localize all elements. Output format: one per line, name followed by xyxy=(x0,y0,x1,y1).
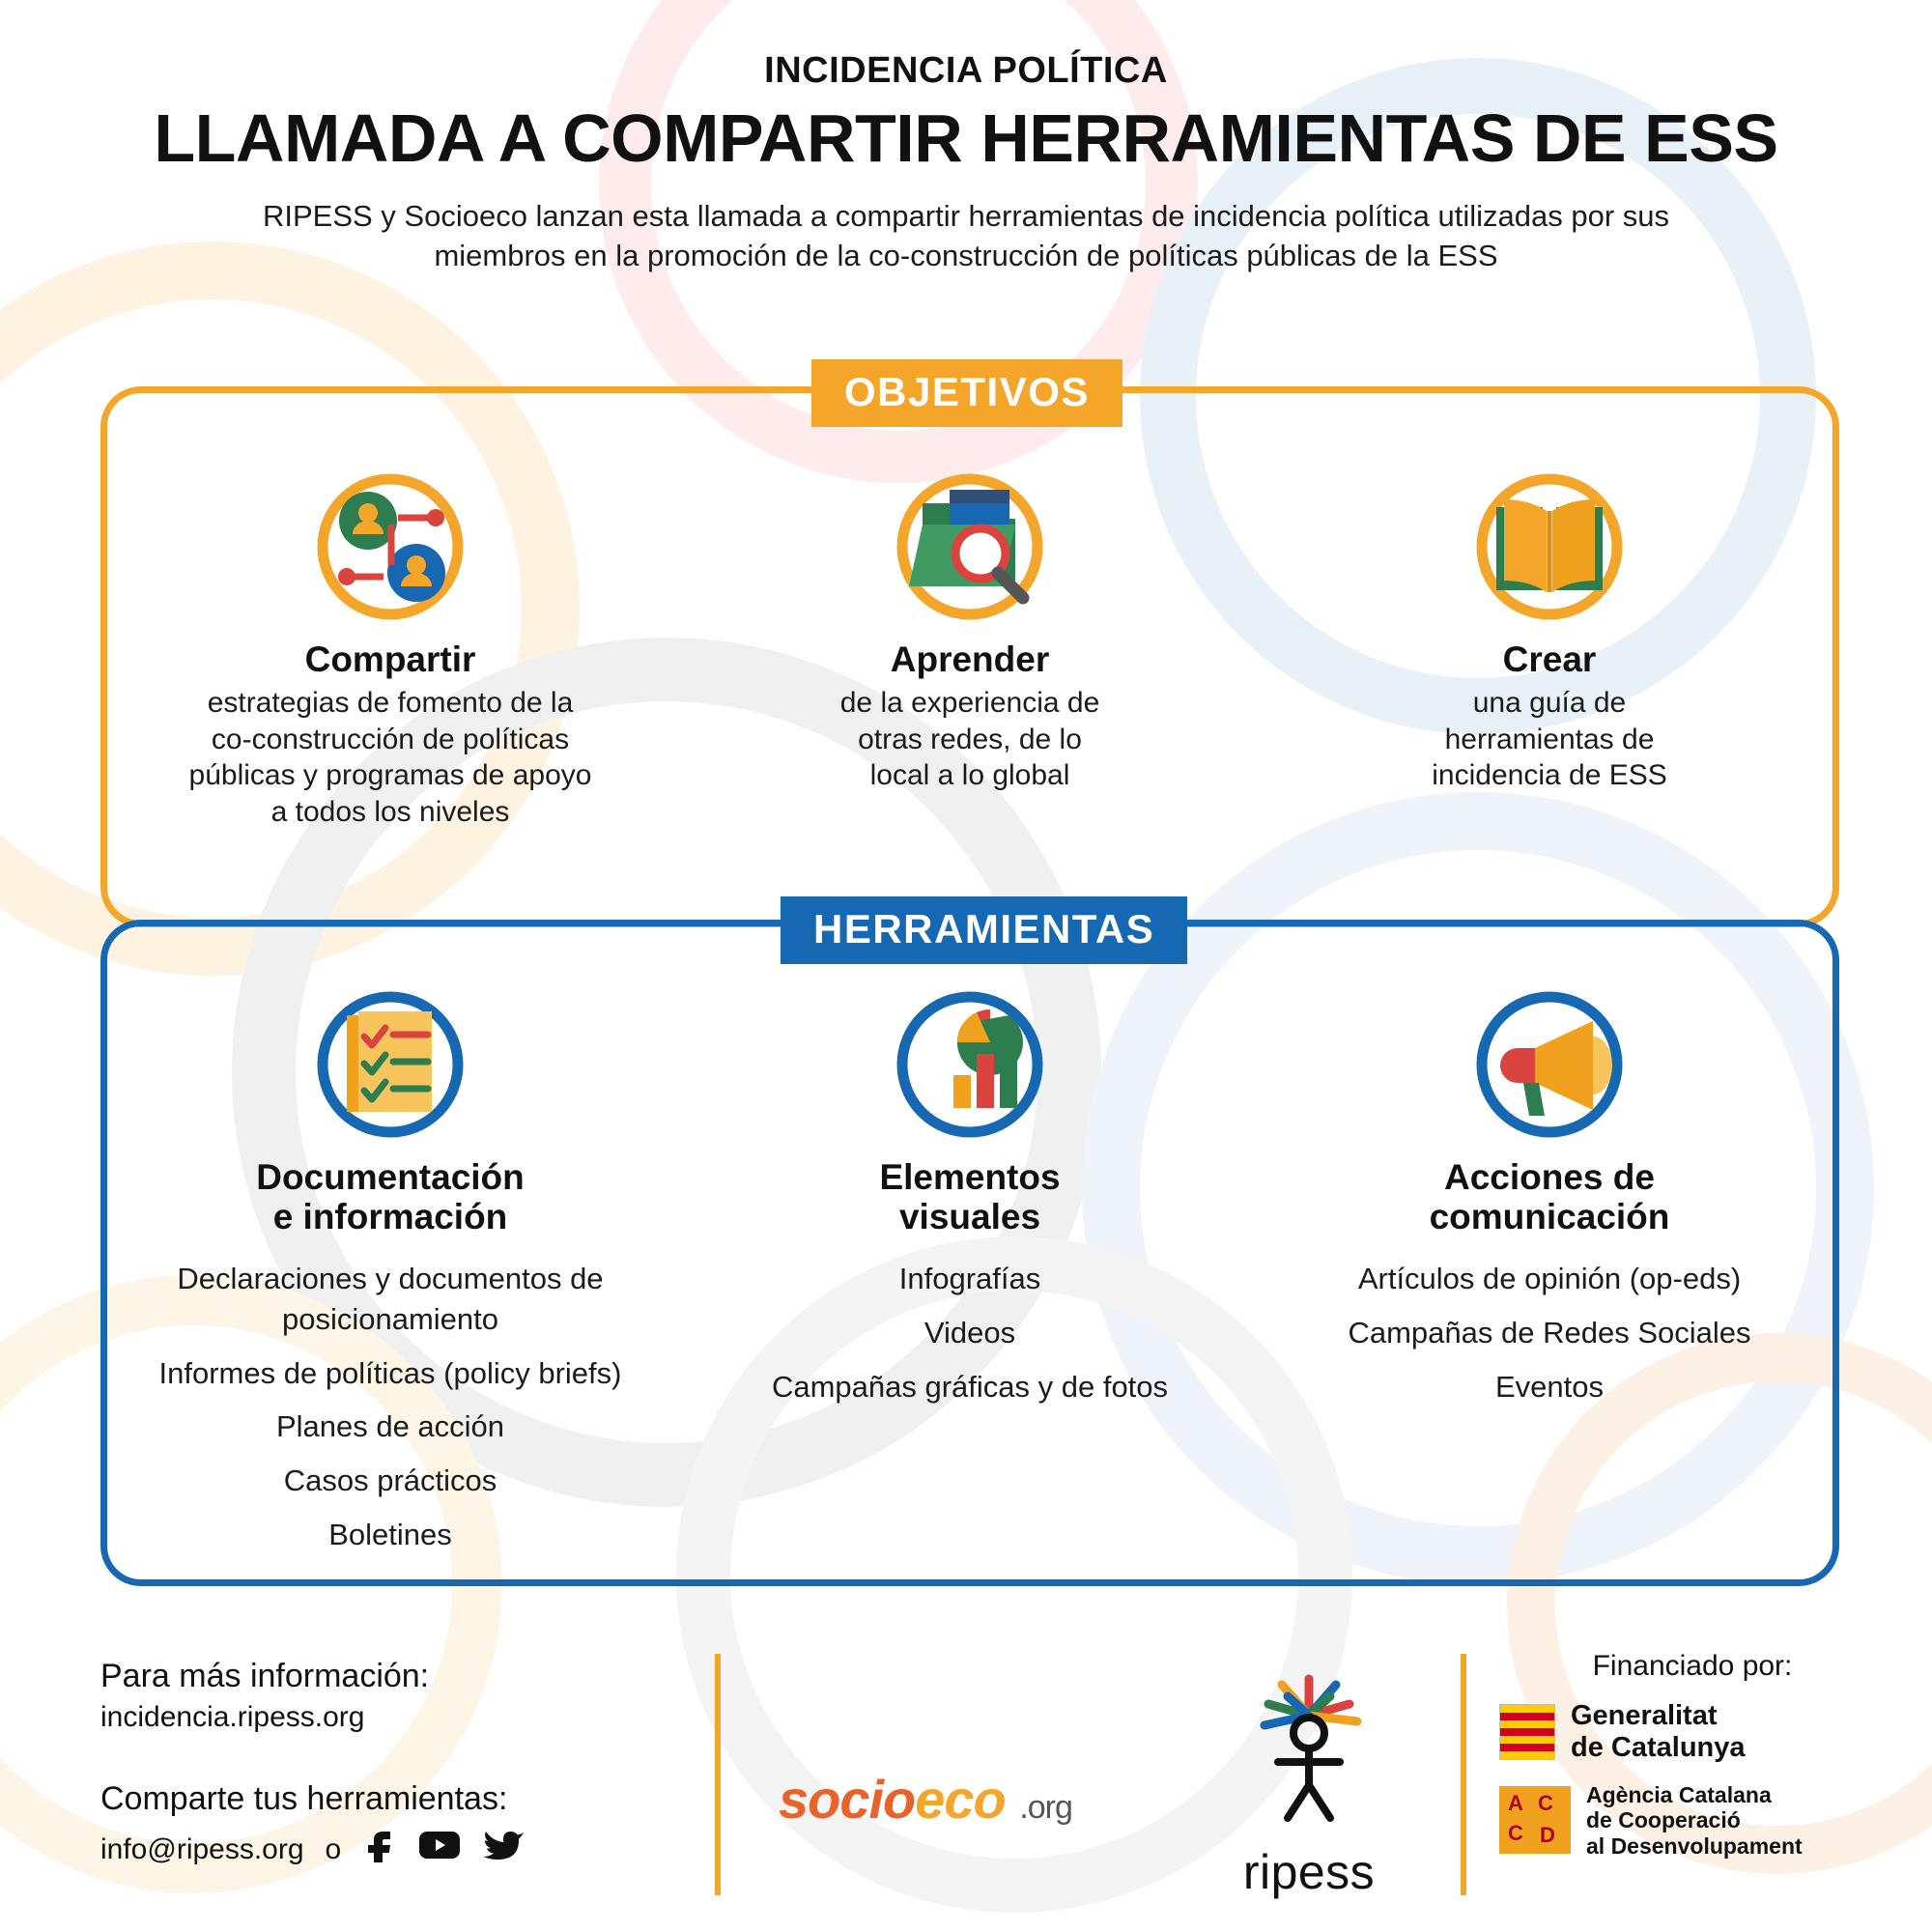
subtitle-line-2: por sus miembros en la promoción de la co-construcción de políticas públicas de la ESS xyxy=(434,198,1670,273)
objetivo-body xyxy=(705,685,1235,794)
facebook-icon[interactable] xyxy=(362,1826,397,1867)
herramienta-item: Campañas gráficas y de fotos xyxy=(771,1369,1169,1404)
subtitle xyxy=(213,196,1719,277)
herramienta-item: Informes de políticas (policy briefs) xyxy=(158,1355,622,1390)
folder-magnifier-icon xyxy=(705,460,1235,634)
funder-generalitat-text xyxy=(1571,1700,1746,1765)
checklist-icon xyxy=(126,978,655,1151)
socioeco-part-2: eco xyxy=(915,1769,1006,1830)
herramienta-title-line-1: Acciones de xyxy=(1444,1157,1655,1197)
herramienta-body xyxy=(126,1259,655,1555)
senyera-flag-icon xyxy=(1499,1704,1555,1760)
accd-logo-icon xyxy=(1499,1786,1571,1854)
herramienta-title xyxy=(126,1157,655,1237)
youtube-icon[interactable] xyxy=(418,1828,461,1865)
objetivo-title: Compartir xyxy=(304,639,476,679)
subtitle-line-1: RIPESS y Socioeco lanzan esta llamada a compartir herramientas de incidencia política utilizadas xyxy=(262,198,1563,233)
objetivo-crear xyxy=(1260,460,1839,830)
accd-letter-a: A xyxy=(1508,1791,1523,1816)
herramienta-title xyxy=(705,1157,1235,1237)
funder2-line-1: Agència Catalana xyxy=(1586,1781,1772,1807)
herramienta-title-line-2: visuales xyxy=(898,1197,1041,1237)
socioeco-part-1: socio xyxy=(779,1769,916,1830)
herramienta-title-line-2: e información xyxy=(272,1197,508,1237)
herramienta-body xyxy=(705,1259,1235,1407)
herramienta-item: Declaraciones y documentos de posicionamiento xyxy=(177,1261,604,1336)
header xyxy=(0,0,1932,276)
herramienta-elementos-visuales xyxy=(680,978,1260,1569)
herramienta-title xyxy=(1285,1157,1814,1237)
contact-email[interactable]: info@ripess.org xyxy=(100,1833,304,1865)
funder-generalitat xyxy=(1499,1700,1886,1765)
herramienta-item: Videos xyxy=(923,1315,1016,1350)
objetivo-body-line: de la experiencia de xyxy=(839,687,1100,720)
herramienta-item: Infografías xyxy=(898,1261,1041,1295)
objetivo-body-line: otras redes, de lo xyxy=(858,723,1082,755)
funder-accd xyxy=(1499,1782,1886,1859)
ripess-name: ripess xyxy=(1242,1845,1376,1899)
funder1-line-2: de Catalunya xyxy=(1571,1732,1746,1764)
objetivo-body xyxy=(1285,685,1814,794)
herramienta-title-line-1: Elementos xyxy=(879,1157,1061,1197)
herramienta-title-line-1: Documentación xyxy=(256,1157,525,1197)
share-tools-label: Comparte tus herramientas: xyxy=(100,1780,508,1817)
twitter-icon[interactable] xyxy=(482,1826,525,1867)
objetivo-aprender xyxy=(680,460,1260,830)
charts-icon xyxy=(705,978,1235,1151)
footer xyxy=(0,1633,1932,1932)
objetivo-compartir xyxy=(100,460,680,830)
socioeco-logo[interactable] xyxy=(779,1768,1072,1831)
accd-letter-c2: C xyxy=(1508,1821,1523,1846)
herramienta-item: Planes de acción xyxy=(275,1409,505,1444)
page-title: LLAMADA A COMPARTIR HERRAMIENTAS DE ESS xyxy=(154,100,1778,176)
funders-block xyxy=(1499,1650,1886,1859)
herramienta-item: Boletines xyxy=(328,1518,452,1552)
herramienta-body xyxy=(1285,1259,1814,1407)
herramienta-title-line-2: comunicación xyxy=(1429,1197,1670,1237)
funder2-line-3: al Desenvolupament xyxy=(1586,1833,1803,1859)
accd-letter-d: D xyxy=(1540,1823,1555,1848)
objetivo-body-line: estrategias de fomento de la xyxy=(207,687,574,720)
objetivo-body-line: herramientas de xyxy=(1444,723,1655,755)
megaphone-icon xyxy=(1285,978,1814,1151)
more-info-link[interactable]: incidencia.ripess.org xyxy=(100,1701,365,1733)
more-info-label: Para más información: xyxy=(100,1658,430,1694)
herramienta-documentacion xyxy=(100,978,680,1569)
herramientas-columns xyxy=(100,978,1839,1569)
funder2-line-2: de Cooperació xyxy=(1586,1807,1741,1833)
objetivos-label: OBJETIVOS xyxy=(811,359,1122,427)
socioeco-part-3: .org xyxy=(1019,1789,1072,1826)
herramienta-item: Casos prácticos xyxy=(283,1463,497,1498)
social-separator: o xyxy=(325,1833,342,1865)
objetivo-body xyxy=(126,685,655,830)
herramientas-label: HERRAMIENTAS xyxy=(781,896,1187,964)
objetivo-body-line: una guía de xyxy=(1472,687,1627,720)
objetivo-title: Aprender xyxy=(890,639,1050,679)
funders-label: Financiado por: xyxy=(1592,1650,1793,1682)
social-row xyxy=(100,1826,525,1867)
herramienta-acciones-comunicacion xyxy=(1260,978,1839,1569)
objetivo-title: Crear xyxy=(1502,639,1597,679)
funder1-line-1: Generalitat xyxy=(1571,1700,1718,1731)
herramienta-item: Campañas de Redes Sociales xyxy=(1348,1315,1751,1350)
objetivos-columns xyxy=(100,460,1839,830)
kicker-text: INCIDENCIA POLÍTICA xyxy=(764,50,1168,91)
open-book-icon xyxy=(1285,460,1814,634)
objetivo-body-line: co-construcción de políticas xyxy=(211,723,570,755)
accd-letter-c1: C xyxy=(1538,1791,1553,1816)
herramienta-item: Eventos xyxy=(1494,1369,1604,1404)
objetivo-body-line: a todos los niveles xyxy=(270,795,510,828)
footer-share xyxy=(100,1780,525,1867)
network-people-icon xyxy=(126,460,655,634)
funder-accd-text xyxy=(1586,1782,1803,1859)
ripess-logo[interactable] xyxy=(1188,1662,1430,1900)
objetivo-body-line: incidencia de ESS xyxy=(1432,759,1667,792)
herramienta-item: Artículos de opinión (op-eds) xyxy=(1357,1261,1742,1295)
footer-divider-right xyxy=(1461,1654,1466,1895)
ripess-figure-icon xyxy=(1212,1662,1406,1835)
footer-divider-left xyxy=(715,1654,721,1895)
footer-contact xyxy=(100,1658,525,1867)
objetivo-body-line: local a lo global xyxy=(869,759,1070,792)
objetivo-body-line: públicas y programas de apoyo xyxy=(188,759,592,792)
